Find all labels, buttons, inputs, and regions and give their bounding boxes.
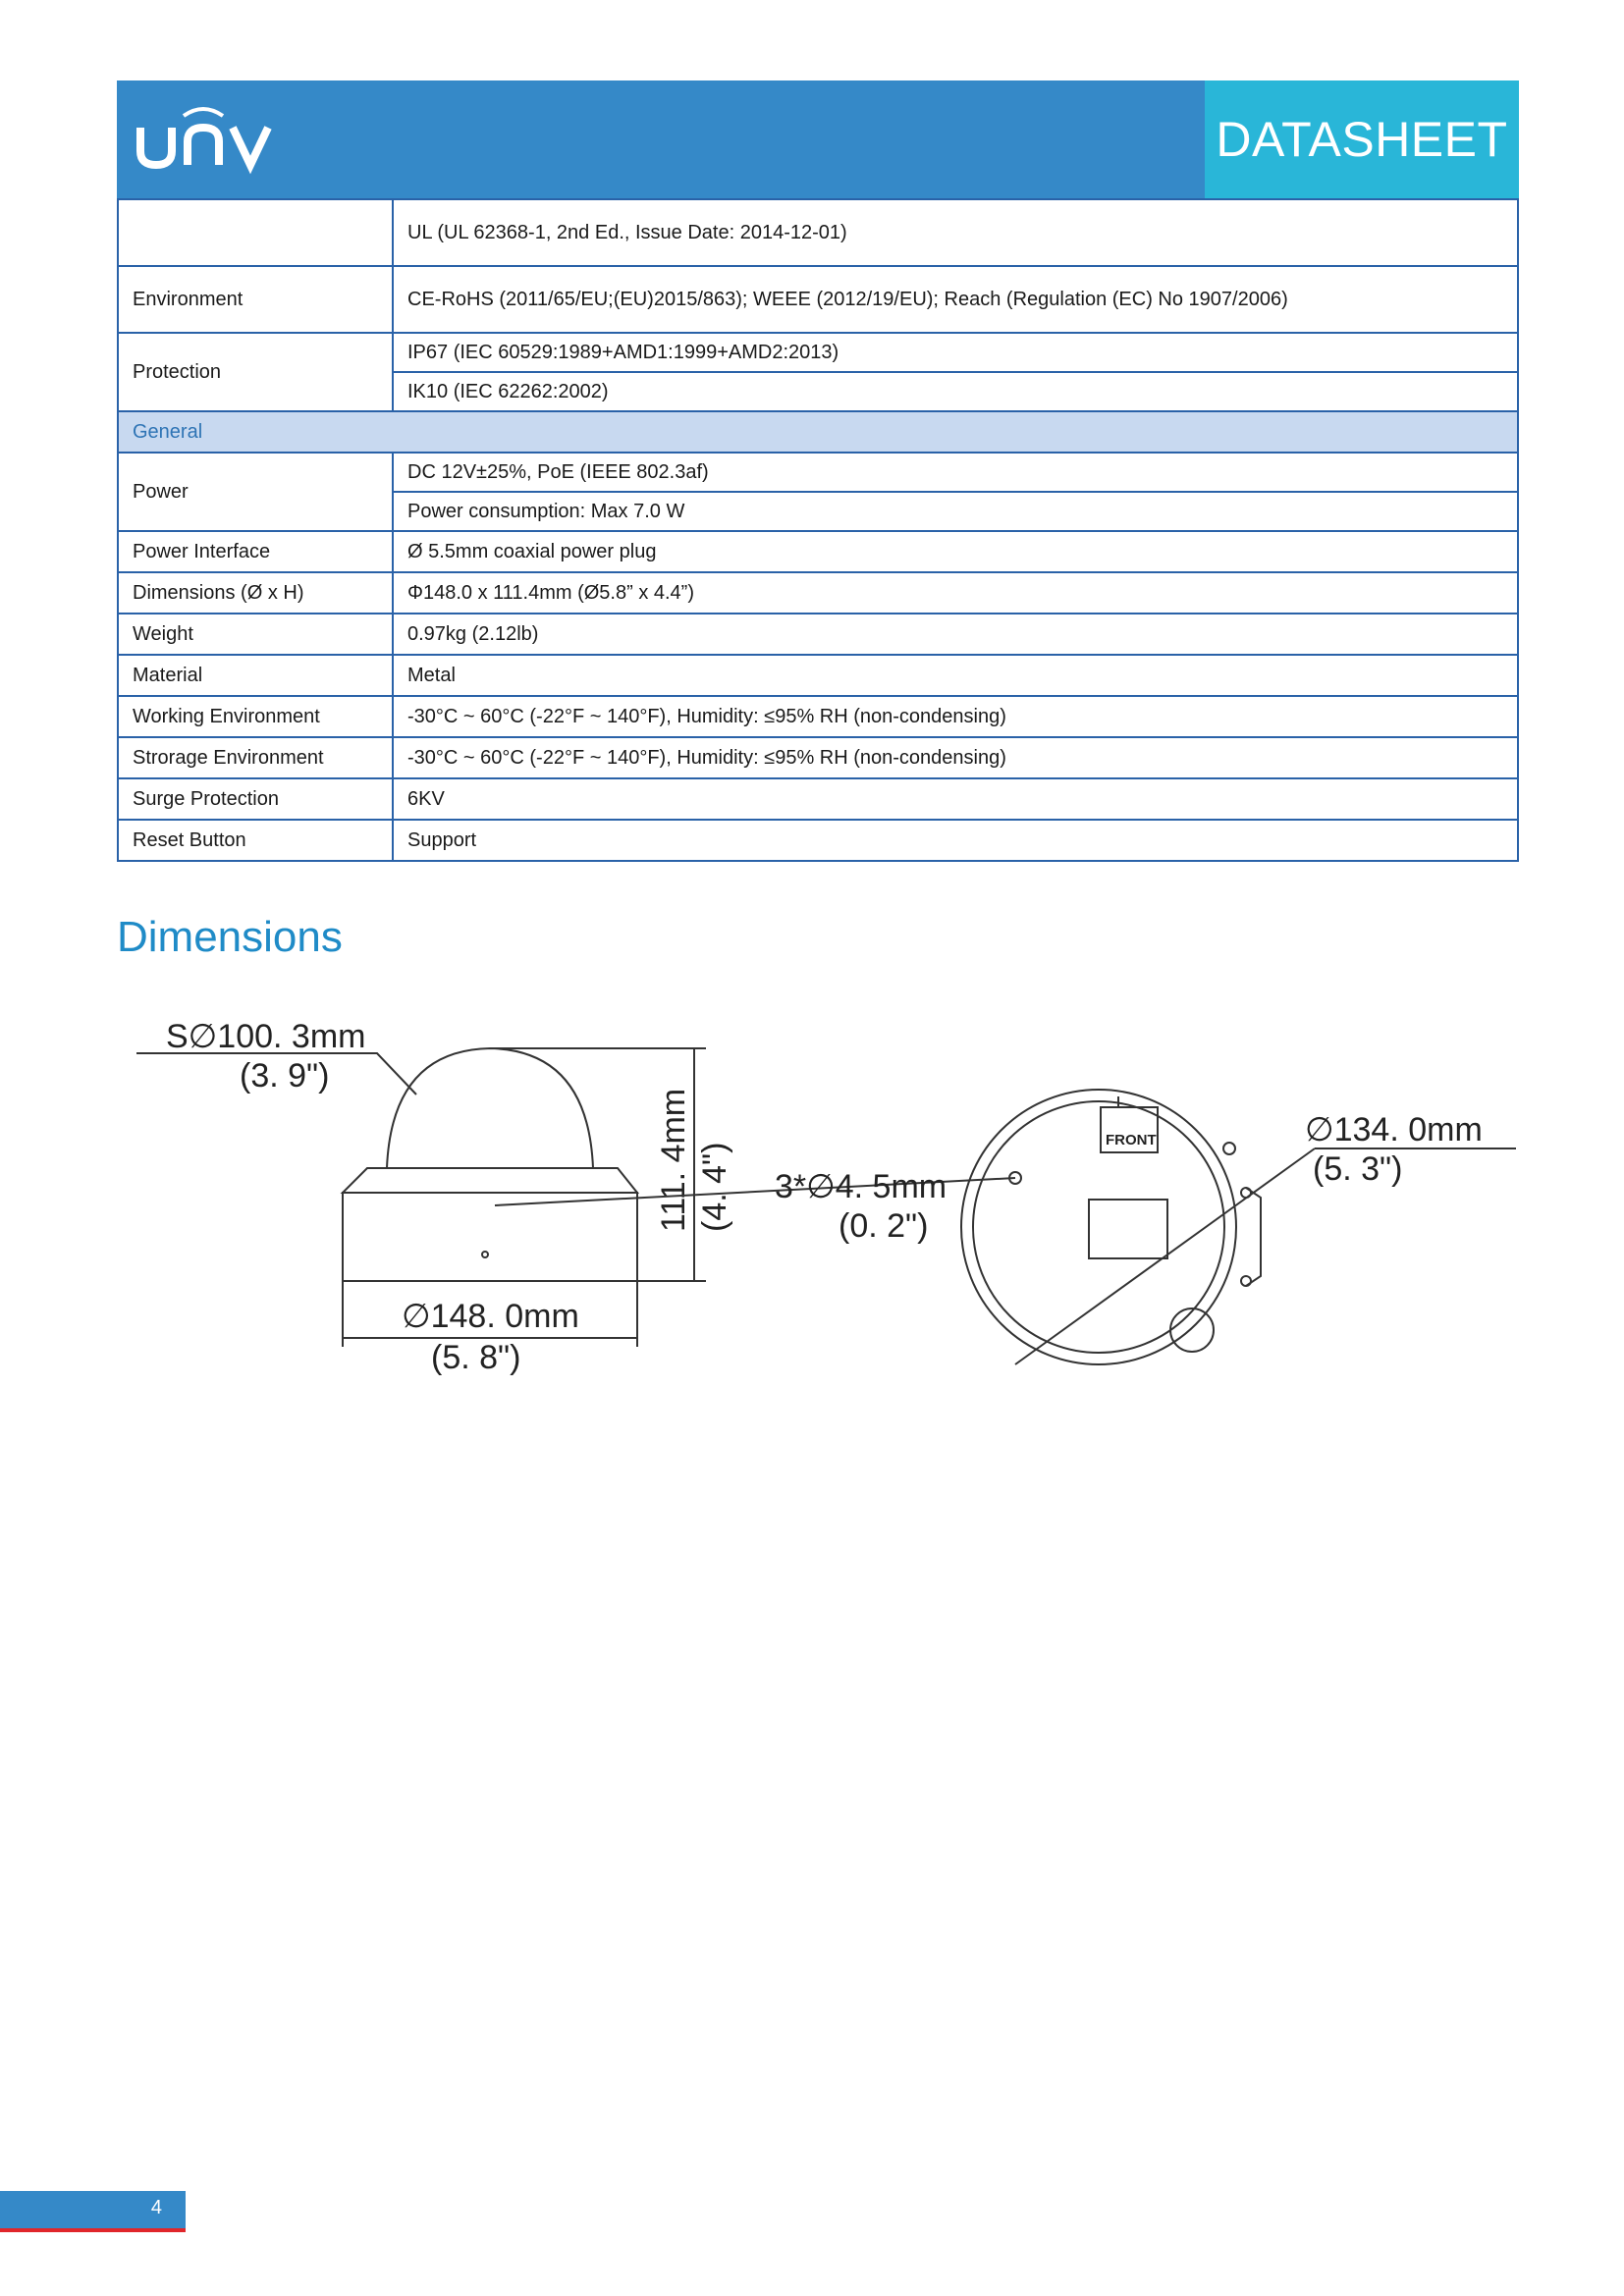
- spec-value: -30°C ~ 60°C (-22°F ~ 140°F), Humidity: ≤95% RH (non-condensing): [393, 696, 1518, 737]
- spec-label: Environment: [118, 266, 393, 333]
- spec-row: [118, 531, 1518, 572]
- height-label: 111. 4mm: [655, 1088, 692, 1232]
- section-header-general: [118, 411, 1518, 453]
- spec-value: CE-RoHS (2011/65/EU;(EU)2015/863); WEEE (2012/19/EU); Reach (Regulation (EC) No 1907/2006): [393, 266, 1518, 333]
- spec-label: Protection: [118, 333, 393, 411]
- spec-value: Power consumption: Max 7.0 W: [393, 492, 1518, 531]
- dimension-drawing: [117, 991, 1519, 1404]
- spec-row: [118, 266, 1518, 333]
- spec-value: -30°C ~ 60°C (-22°F ~ 140°F), Humidity: ≤95% RH (non-condensing): [393, 737, 1518, 778]
- spec-value: Φ148.0 x 111.4mm (Ø5.8” x 4.4”): [393, 572, 1518, 614]
- spec-label: Surge Protection: [118, 778, 393, 820]
- spec-label: Reset Button: [118, 820, 393, 861]
- spec-value: DC 12V±25%, PoE (IEEE 802.3af): [393, 453, 1518, 492]
- spec-label: Working Environment: [118, 696, 393, 737]
- spec-row: [118, 453, 1518, 492]
- dome-diameter-label: S∅100. 3mm: [166, 1018, 366, 1055]
- base-diameter-inch-label: (5. 8"): [431, 1339, 521, 1376]
- spec-row: [118, 696, 1518, 737]
- front-label: FRONT: [1106, 1132, 1157, 1148]
- spec-label: Strorage Environment: [118, 737, 393, 778]
- spec-value: Ø 5.5mm coaxial power plug: [393, 531, 1518, 572]
- page-number: 4: [0, 2191, 186, 2228]
- datasheet-label: DATASHEET: [1205, 80, 1519, 198]
- spec-row: [118, 655, 1518, 696]
- spec-row: [118, 199, 1518, 266]
- spec-row: [118, 614, 1518, 655]
- spec-value: UL (UL 62368-1, 2nd Ed., Issue Date: 2014-12-01): [393, 199, 1518, 266]
- spec-label: Dimensions (Ø x H): [118, 572, 393, 614]
- bottom-view: [495, 1090, 1516, 1364]
- spec-label: Power Interface: [118, 531, 393, 572]
- dimensions-title: Dimensions: [117, 913, 343, 961]
- spec-label: [118, 199, 393, 266]
- spec-table: [117, 198, 1519, 862]
- header-banner: [117, 80, 1519, 198]
- unv-logo: [136, 100, 284, 179]
- spec-row: [118, 820, 1518, 861]
- footer-accent-line: [0, 2228, 186, 2232]
- spec-value: IP67 (IEC 60529:1989+AMD1:1999+AMD2:2013): [393, 333, 1518, 372]
- height-inch-label: (4. 4"): [696, 1142, 733, 1232]
- spec-value: 0.97kg (2.12lb): [393, 614, 1518, 655]
- spec-row: [118, 778, 1518, 820]
- spec-value: IK10 (IEC 62262:2002): [393, 372, 1518, 411]
- mount-diameter-inch-label: (5. 3"): [1313, 1150, 1403, 1188]
- spec-label: Weight: [118, 614, 393, 655]
- mount-holes-label: 3*∅4. 5mm: [775, 1168, 947, 1205]
- spec-row: [118, 572, 1518, 614]
- spec-row: [118, 737, 1518, 778]
- spec-value: Metal: [393, 655, 1518, 696]
- spec-value: 6KV: [393, 778, 1518, 820]
- spec-label: Material: [118, 655, 393, 696]
- section-title: General: [118, 411, 1518, 453]
- mount-holes-inch-label: (0. 2"): [839, 1207, 929, 1245]
- spec-label: Power: [118, 453, 393, 531]
- spec-value: Support: [393, 820, 1518, 861]
- base-diameter-label: ∅148. 0mm: [402, 1298, 579, 1335]
- dome-diameter-inch-label: (3. 9"): [240, 1057, 330, 1095]
- spec-row: [118, 333, 1518, 372]
- mount-diameter-label: ∅134. 0mm: [1305, 1111, 1483, 1148]
